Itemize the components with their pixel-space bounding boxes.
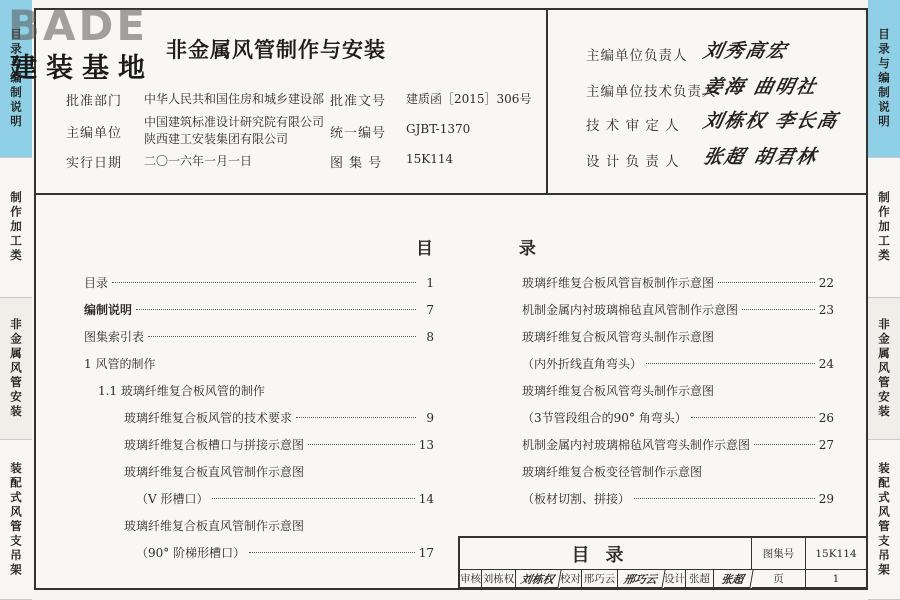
side-tab-contents[interactable]: 目录与编制说明 [0, 0, 32, 158]
sig-row: 设 计 负 责 人 [586, 154, 680, 170]
approval-doc: 建质函［2015］306号 [406, 92, 532, 106]
toc-entry-label: 机制金属内衬玻璃棉毡风管弯头制作示意图 [522, 438, 751, 452]
toc-entry[interactable] [522, 409, 834, 429]
tb-reviewer-signature: 刘栋权 [514, 570, 561, 588]
atlas-no-label: 图 集 号 [330, 156, 383, 171]
toc-leader-dots [136, 309, 416, 310]
toc-leader-dots [691, 417, 815, 418]
toc-entry-label: 玻璃纤维复合板风管盲板制作示意图 [522, 276, 715, 290]
toc-entry[interactable] [124, 517, 434, 537]
sig-row: 主编单位技术负责人 [586, 84, 717, 100]
toc-entry[interactable] [98, 382, 434, 402]
toc-page-number: 27 [818, 438, 834, 452]
side-tab-support-hanger-right[interactable]: 装配式风管支吊架 [868, 440, 900, 600]
signature-image: 姜海 曲明社 [701, 76, 820, 98]
toc-entry[interactable] [124, 436, 434, 456]
approval-doc-label: 批准文号 [330, 94, 387, 109]
toc-leader-dots [718, 282, 815, 283]
side-tab-fabrication-right[interactable]: 制作加工类 [868, 158, 900, 298]
title-block [458, 536, 866, 588]
toc-entry-label: （V 形槽口） [136, 492, 209, 506]
toc-entry[interactable] [522, 328, 834, 348]
tb-designer-signature: 张超 [712, 570, 753, 588]
signature-image: 刘栋权 李长高 [701, 110, 841, 132]
unified-no-label: 统一编号 [330, 126, 387, 141]
toc-leader-dots [148, 336, 416, 337]
toc-entry[interactable] [522, 490, 834, 510]
toc-page-number: 22 [818, 276, 834, 290]
logo-chinese: 建装基地 [10, 53, 154, 84]
approval-dept-label: 批准部门 [66, 94, 123, 109]
toc-page-number: 23 [818, 303, 834, 317]
effective-date-label: 实行日期 [66, 156, 123, 171]
toc-entry-label: 玻璃纤维复合板风管的技术要求 [124, 411, 293, 425]
toc-page-number: 26 [818, 411, 834, 425]
side-tab-fabrication[interactable]: 制作加工类 [0, 158, 32, 298]
toc-entry-label: 玻璃纤维复合板直风管制作示意图 [124, 519, 305, 533]
toc-entry[interactable] [124, 409, 434, 429]
toc-entry[interactable] [522, 301, 834, 321]
toc-page-number: 24 [818, 357, 834, 371]
toc-page-number: 17 [418, 546, 434, 560]
side-tab-nonmetal-install[interactable]: 非金属风管安装 [0, 298, 32, 440]
toc-leader-dots [212, 498, 414, 499]
toc-entry-label: 机制金属内衬玻璃棉毡直风管制作示意图 [522, 303, 739, 317]
toc-entry[interactable] [136, 490, 434, 510]
toc-leader-dots [112, 282, 416, 283]
tb-reviewer: 刘栋权 [482, 570, 516, 588]
left-side-tabs [0, 0, 32, 600]
toc-entry-label: 1 风管的制作 [84, 357, 156, 371]
logo-latin: BADE [8, 1, 149, 50]
toc-entry[interactable] [522, 355, 834, 375]
signature-image: 张超 胡君林 [701, 146, 820, 168]
unified-no: GJBT-1370 [406, 122, 471, 136]
toc-leader-dots [646, 363, 815, 364]
toc-entry-label: 目录 [84, 276, 109, 290]
toc-entry-label: 玻璃纤维复合板风管弯头制作示意图 [522, 330, 715, 344]
tb-checker: 邢巧云 [582, 570, 618, 588]
toc-leader-dots [296, 417, 416, 418]
toc-entry[interactable] [84, 328, 434, 348]
tb-atlas-no: 15K114 [806, 538, 866, 570]
side-tab-contents-right[interactable]: 目录与编制说明 [868, 0, 900, 158]
drawing-frame [34, 8, 868, 590]
tb-designer: 张超 [686, 570, 714, 588]
editor-unit-1: 中国建筑标准设计研究院有限公司 [144, 115, 325, 129]
toc-entry[interactable] [84, 355, 434, 375]
toc-entry-label: 玻璃纤维复合板直风管制作示意图 [124, 465, 305, 479]
sig-row: 主编单位负责人 [586, 48, 688, 64]
toc-entry-label: 图集索引表 [84, 330, 145, 344]
toc-leader-dots [308, 444, 415, 445]
toc-entry-label: 玻璃纤维复合板槽口与拼接示意图 [124, 438, 305, 452]
toc-leader-dots [634, 498, 815, 499]
toc-entry-label: 玻璃纤维复合板风管弯头制作示意图 [522, 384, 715, 398]
tb-check-label: 校对 [560, 570, 582, 588]
toc-page-number: 7 [426, 303, 434, 317]
toc-entry-label: （3节管段组合的90° 角弯头） [522, 411, 687, 425]
toc-entry-label: 编制说明 [84, 303, 133, 317]
toc-page-number: 9 [426, 411, 434, 425]
side-tab-support-hanger[interactable]: 装配式风管支吊架 [0, 440, 32, 600]
toc-entry[interactable] [136, 544, 434, 564]
side-tab-nonmetal-install-right[interactable]: 非金属风管安装 [868, 298, 900, 440]
toc-entry[interactable] [522, 274, 834, 294]
toc-entry-label: 1.1 玻璃纤维复合板风管的制作 [98, 384, 265, 398]
toc-page-number: 13 [418, 438, 434, 452]
tb-page: 1 [806, 570, 866, 588]
toc-entry-label: （90° 阶梯形槽口） [136, 546, 246, 560]
effective-date: 二〇一六年一月一日 [144, 154, 253, 168]
editor-unit-2: 陕西建工安装集团有限公司 [144, 132, 289, 146]
sig-row: 技 术 审 定 人 [586, 118, 680, 134]
tb-atlas-no-label: 图集号 [752, 538, 806, 570]
toc-page-number: 14 [418, 492, 434, 506]
tb-design-label: 设计 [664, 570, 686, 588]
toc-entry-label: （内外折线直角弯头） [522, 357, 643, 371]
toc-entry[interactable] [124, 463, 434, 483]
toc-leader-dots [742, 309, 815, 310]
title-block-name: 目录 [460, 538, 752, 570]
approval-dept: 中华人民共和国住房和城乡建设部 [144, 92, 325, 106]
tb-review-label: 审核 [460, 570, 482, 588]
tb-checker-signature: 邢巧云 [616, 570, 665, 588]
toc-page-number: 1 [426, 276, 434, 290]
signature-block [550, 10, 866, 193]
bade-logo [8, 1, 178, 90]
atlas-no: 15K114 [406, 152, 454, 166]
toc-entry[interactable] [522, 382, 834, 402]
toc-page-number: 8 [426, 330, 434, 344]
toc-entry-label: 玻璃纤维复合板变径管制作示意图 [522, 465, 703, 479]
atlas-meta [66, 86, 546, 174]
right-side-tabs [868, 0, 900, 600]
toc-title: 目 录 [416, 239, 576, 259]
toc-leader-dots [249, 552, 415, 553]
signature-image: 刘秀高宏 [701, 40, 791, 62]
editor-unit-label: 主编单位 [66, 126, 123, 141]
atlas-title: 非金属风管制作与安装 [166, 38, 386, 62]
toc-page-number: 29 [818, 492, 834, 506]
toc-leader-dots [754, 444, 815, 445]
toc-entry[interactable] [84, 274, 434, 294]
tb-page-label: 页 [752, 570, 806, 588]
toc-entry[interactable] [522, 436, 834, 456]
toc-entry[interactable] [522, 463, 834, 483]
toc-entry-label: （板材切割、拼接） [522, 492, 631, 506]
toc-entry[interactable] [84, 301, 434, 321]
